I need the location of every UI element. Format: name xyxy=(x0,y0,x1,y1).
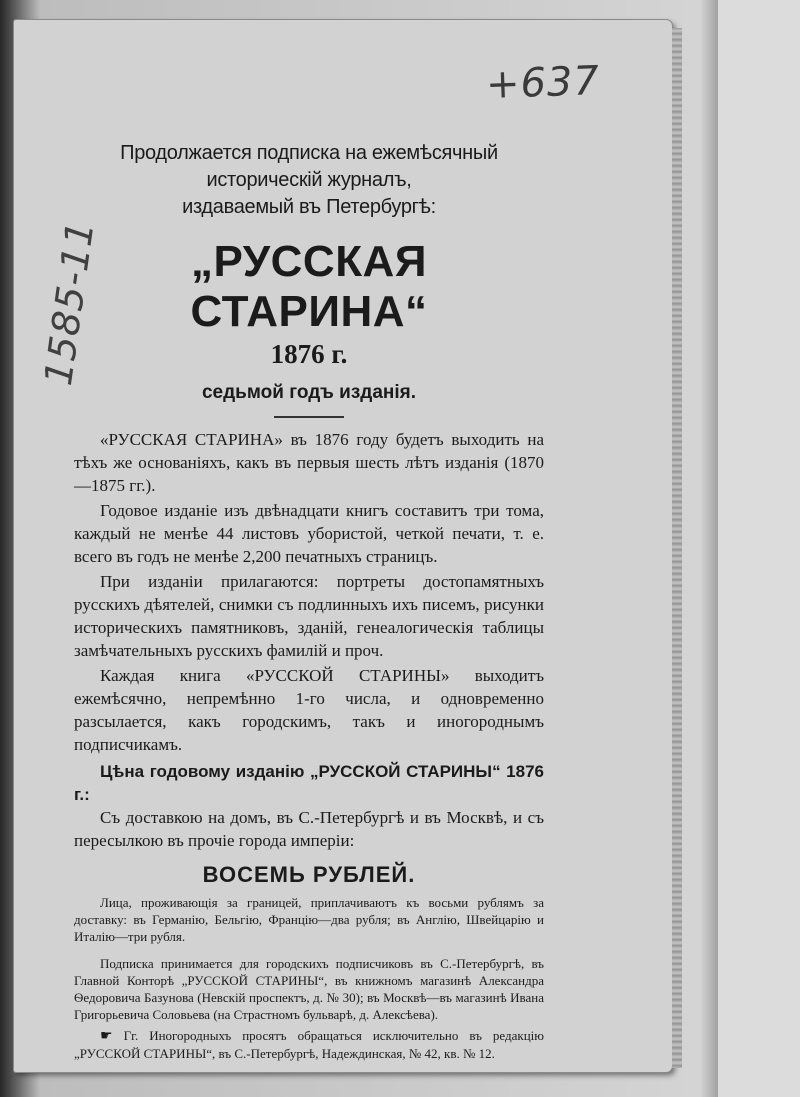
paragraph-volumes: Годовое изданіе изъ двѣнадцати книгъ составитъ три тома, каждый не менѣе 44 листовъ убористой, четкой печати, т. е. всего въ годъ не менѣе 2,200 печатныхъ страницъ. xyxy=(74,501,544,566)
intro-line-2: издаваемый въ Петербургѣ: xyxy=(182,196,436,218)
document-content xyxy=(74,140,544,1066)
scanner-margin xyxy=(718,0,800,1097)
price-heading: Цѣна годовому изданію „РУССКОЙ СТАРИНЫ“ 1876 г.: xyxy=(74,762,544,804)
document-page xyxy=(14,20,672,1072)
publication-year: 1876 г. xyxy=(270,339,348,369)
edition-line: седьмой годъ изданія. xyxy=(201,382,417,403)
paragraph-out-of-town xyxy=(74,1027,544,1062)
paragraph-abroad: Лица, проживающія за границей, приплачиваютъ къ восьми рублямъ за доставку: въ Германію, Бельгію, Францію—два рубля; въ Англію, Швейцарію и Италію—три рубля. xyxy=(74,895,544,944)
intro-line-1: Продолжается подписка на ежемѣсячный историческій журналъ, xyxy=(120,142,498,191)
handwritten-margin-note: 1585-11 xyxy=(36,217,103,389)
handwritten-inventory-number: +637 xyxy=(485,58,601,108)
paragraph-supplements: При изданіи прилагаются: портреты достопамятныхъ русскихъ дѣятелей, снимки съ подлинныхъ ихъ писемъ, рисунки историческихъ памятниковъ, зданій, генеалогическія таблицы замѣчательныхъ русскихъ фамилій и проч. xyxy=(74,572,544,660)
paragraph-subscription-offices: Подписка принимается для городскихъ подписчиковъ въ С.-Петербургѣ, въ Главной Конторѣ „РУССКОЙ СТАРИНЫ“, въ книжномъ магазинѣ Александра Ѳедоровича Базунова (Невскій проспектъ, д. № 30); въ Москвѣ—въ магазинѣ Ивана Григорьевича Соловьева (на Страстномъ бульварѣ, д. Алексѣева). xyxy=(74,956,544,1022)
pointing-hand-icon: ☛ xyxy=(100,1029,113,1044)
paragraph-schedule: «РУССКАЯ СТАРИНА» въ 1876 году будетъ выходить на тѣхъ же основаніяхъ, какъ въ первыя шесть лѣтъ изданія (1870—1875 гг.). xyxy=(74,430,544,495)
divider-rule xyxy=(274,416,344,418)
journal-title: „РУССКАЯ СТАРИНА“ xyxy=(190,237,428,336)
intro-text xyxy=(74,140,544,221)
paragraph-delivery: Съ доставкою на домъ, въ С.-Петербургѣ и въ Москвѣ, и съ пересылкою въ прочіе города имперіи: xyxy=(74,808,544,850)
paragraph-monthly: Каждая книга «РУССКОЙ СТАРИНЫ» выходитъ ежемѣсячно, непремѣнно 1-го числа, и одновременно разсылается, какъ городскимъ, такъ и иногороднымъ подписчикамъ. xyxy=(74,666,544,754)
price-amount: ВОСЕМЬ РУБЛЕЙ. xyxy=(202,862,416,887)
out-of-town-text: Гг. Иногородныхъ просятъ обращаться исключительно въ редакцію „РУССКОЙ СТАРИНЫ“, въ С.-Петербургѣ, Надеждинская, № 42, кв. № 12. xyxy=(74,1028,544,1061)
